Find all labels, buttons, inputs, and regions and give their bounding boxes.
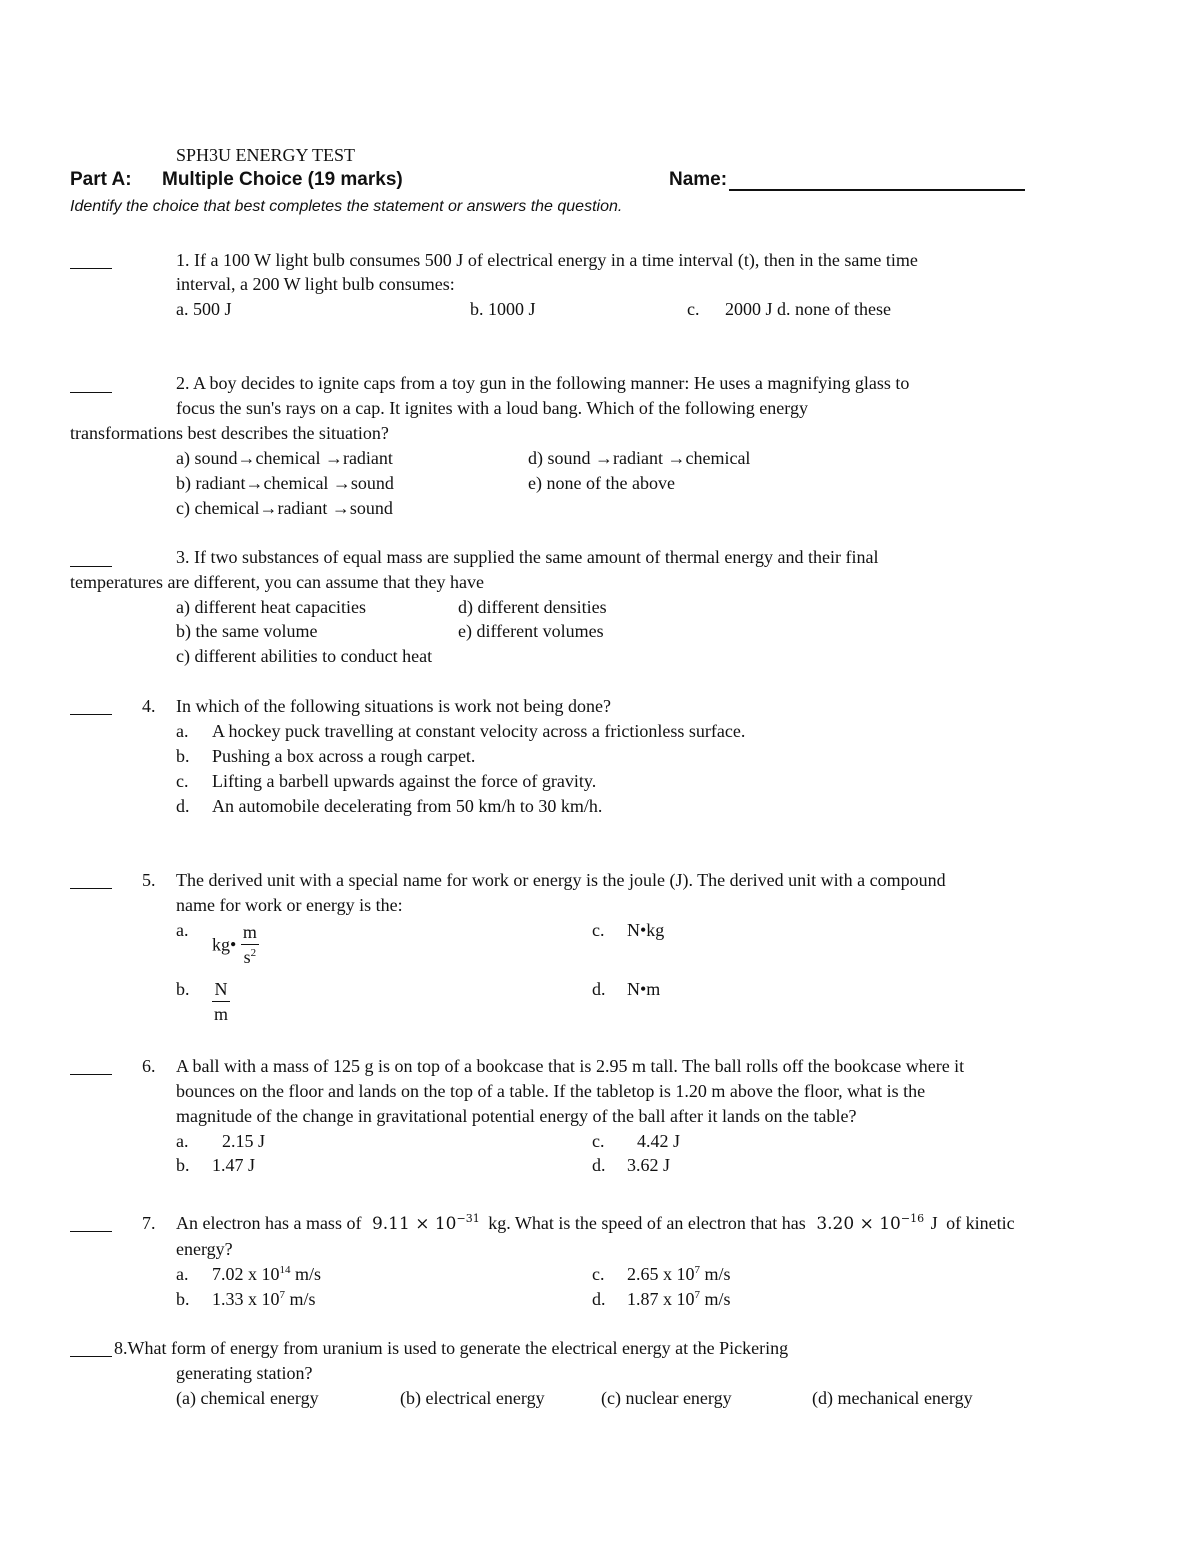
q7-a-unit: m/s xyxy=(295,1264,322,1284)
q5-number: 5. xyxy=(142,870,156,890)
q2-stem-line2: focus the sun's rays on a cap. It ignites with a loud bang. Which of the following energy xyxy=(176,398,808,418)
q5-option-c-letter: c. xyxy=(592,920,605,940)
q3-stem-line1: 3. If two substances of equal mass are supplied the same amount of thermal energy and their final xyxy=(176,547,879,567)
q7-a-base: 7.02 x 10 xyxy=(212,1264,280,1284)
q5-option-a-letter: a. xyxy=(176,920,189,940)
q6-option-c: 4.42 J xyxy=(637,1131,681,1151)
q5-a-exponent: 2 xyxy=(250,947,257,959)
q7-stem-line1 xyxy=(176,1211,1015,1236)
q4-stem: In which of the following situations is work not being done? xyxy=(176,696,611,716)
q2-option-c: c) chemical→radiant →sound xyxy=(176,498,393,518)
q7-answer-blank[interactable] xyxy=(70,1213,112,1237)
q5-a-numerator: m xyxy=(241,920,259,945)
q5-a-fraction xyxy=(241,920,259,969)
q7-b-base: 1.33 x 10 xyxy=(212,1289,280,1309)
q7-option-c xyxy=(627,1262,731,1286)
q6-option-a: 2.15 J xyxy=(222,1131,266,1151)
q7-mass-base: 9.11 × 10 xyxy=(371,1214,457,1234)
q2-answer-blank[interactable] xyxy=(70,374,112,398)
q4-option-text: Pushing a box across a rough carpet. xyxy=(212,746,476,766)
q5-option-d-letter: d. xyxy=(592,979,606,999)
q1-option-a: a. 500 J xyxy=(176,299,232,319)
q3-option-a: a) different heat capacities xyxy=(176,597,367,617)
q5-option-b-letter: b. xyxy=(176,979,190,999)
q2-option-d: d) sound →radiant →chemical xyxy=(528,448,751,468)
q6-option-d: 3.62 J xyxy=(627,1155,671,1175)
q2-option-e: e) none of the above xyxy=(528,473,675,493)
q7-a-exp: 14 xyxy=(279,1264,291,1276)
q3-option-b: b) the same volume xyxy=(176,621,318,641)
q7-b-exp: 7 xyxy=(279,1289,285,1301)
q3-option-e: e) different volumes xyxy=(458,621,604,641)
q7-c-unit: m/s xyxy=(704,1264,731,1284)
q7-option-a-letter: a. xyxy=(176,1264,189,1284)
q7-pre: An electron has a mass of xyxy=(176,1213,362,1233)
q6-option-a-letter: a. xyxy=(176,1131,189,1151)
q6-option-d-letter: d. xyxy=(592,1155,606,1175)
q7-d-exp: 7 xyxy=(694,1289,700,1301)
part-label: Part A: xyxy=(70,169,132,190)
q7-mass-unit: kg. xyxy=(488,1213,511,1233)
q6-stem-line3: magnitude of the change in gravitational potential energy of the ball after it lands on the table? xyxy=(176,1106,857,1126)
q3-option-d: d) different densities xyxy=(458,597,607,617)
q5-a-denominator: s xyxy=(243,947,251,967)
q2-stem-line3: transformations best describes the situation? xyxy=(70,423,389,443)
q5-option-c: N•kg xyxy=(627,920,665,940)
q4-option-text: An automobile decelerating from 50 km/h to 30 km/h. xyxy=(212,796,603,816)
q4-option-letter: b. xyxy=(176,746,190,766)
q6-option-b: 1.47 J xyxy=(212,1155,256,1175)
q7-energy-base: 3.20 × 10 xyxy=(816,1214,901,1234)
q6-stem-line2: bounces on the floor and lands on the top of a table. If the tabletop is 1.20 m above the floor, what is the xyxy=(176,1081,926,1101)
q5-option-d: N•m xyxy=(627,979,661,999)
q1-option-c-d: 2000 J d. none of these xyxy=(725,299,891,319)
name-blank-line[interactable] xyxy=(729,170,1025,191)
q5-b-numerator: N xyxy=(212,977,230,1002)
q4-number: 4. xyxy=(142,696,156,716)
instructions: Identify the choice that best completes the statement or answers the question. xyxy=(70,198,623,215)
q7-post: of kinetic xyxy=(946,1213,1015,1233)
q7-mid: What is the speed of an electron that has xyxy=(514,1213,806,1233)
q6-option-c-letter: c. xyxy=(592,1131,605,1151)
q1-answer-blank[interactable] xyxy=(70,250,112,274)
q5-stem-line2: name for work or energy is the: xyxy=(176,895,403,915)
q8-stem-line2: generating station? xyxy=(176,1363,313,1383)
q8-option-b: (b) electrical energy xyxy=(400,1388,545,1408)
test-title: SPH3U ENERGY TEST xyxy=(176,145,356,165)
q5-stem-line1: The derived unit with a special name for work or energy is the joule (J). The derived unit with a compound xyxy=(176,870,946,890)
q1-option-c-letter: c. xyxy=(687,299,700,319)
q3-stem-line2: temperatures are different, you can assume that they have xyxy=(70,572,484,592)
q5-a-kg: kg• xyxy=(212,934,237,955)
q2-option-a: a) sound→chemical →radiant xyxy=(176,448,393,468)
q7-option-b-letter: b. xyxy=(176,1289,190,1309)
q5-b-denominator: m xyxy=(214,1004,229,1024)
q7-option-d xyxy=(627,1287,731,1311)
q8-answer-blank[interactable] xyxy=(70,1338,112,1362)
q7-option-a xyxy=(212,1262,321,1286)
q5-answer-blank[interactable] xyxy=(70,870,112,894)
q2-stem-line1: 2. A boy decides to ignite caps from a toy gun in the following manner: He uses a magnifying glass to xyxy=(176,373,910,393)
q7-c-exp: 7 xyxy=(694,1264,700,1276)
q6-stem-line1: A ball with a mass of 125 g is on top of a bookcase that is 2.95 m tall. The ball rolls off the bookcase where it xyxy=(176,1056,965,1076)
q7-d-base: 1.87 x 10 xyxy=(627,1289,695,1309)
q5-option-a xyxy=(212,920,259,969)
q7-energy-exp: −16 xyxy=(900,1212,925,1225)
q8-stem-line1: 8.What form of energy from uranium is used to generate the electrical energy at the Pickering xyxy=(114,1338,789,1358)
q7-d-unit: m/s xyxy=(704,1289,731,1309)
q1-option-b: b. 1000 J xyxy=(470,299,536,319)
q6-answer-blank[interactable] xyxy=(70,1056,112,1080)
q7-c-base: 2.65 x 10 xyxy=(627,1264,695,1284)
q3-answer-blank[interactable] xyxy=(70,548,112,572)
q4-option-letter: a. xyxy=(176,721,189,741)
q7-b-unit: m/s xyxy=(289,1289,316,1309)
q7-energy xyxy=(816,1214,924,1234)
q8-option-d: (d) mechanical energy xyxy=(812,1388,973,1408)
q5-b-fraction xyxy=(212,977,230,1026)
q8-option-a: (a) chemical energy xyxy=(176,1388,319,1408)
q6-number: 6. xyxy=(142,1056,156,1076)
q8-option-c: (c) nuclear energy xyxy=(601,1388,732,1408)
q7-mass-exp: −31 xyxy=(456,1212,480,1225)
q5-option-b xyxy=(212,977,230,1026)
name-label: Name: xyxy=(669,169,728,190)
q7-option-c-letter: c. xyxy=(592,1264,605,1284)
q4-option-text: Lifting a barbell upwards against the force of gravity. xyxy=(212,771,597,791)
q7-stem-line2: energy? xyxy=(176,1239,233,1259)
q7-number: 7. xyxy=(142,1213,156,1233)
section-title: Multiple Choice (19 marks) xyxy=(162,169,403,190)
q7-option-d-letter: d. xyxy=(592,1289,606,1309)
q1-stem-line2: interval, a 200 W light bulb consumes: xyxy=(176,274,455,294)
q4-answer-blank[interactable] xyxy=(70,696,112,720)
name-field[interactable] xyxy=(669,169,1025,191)
q7-energy-unit: J xyxy=(930,1213,938,1233)
q2-option-b: b) radiant→chemical →sound xyxy=(176,473,394,493)
q7-option-b xyxy=(212,1287,316,1311)
q4-option-letter: d. xyxy=(176,796,190,816)
q4-option-text: A hockey puck travelling at constant velocity across a frictionless surface. xyxy=(212,721,746,741)
q7-mass xyxy=(372,1214,480,1234)
q1-stem-line1: 1. If a 100 W light bulb consumes 500 J of electrical energy in a time interval (t), then in the same time xyxy=(176,250,918,270)
q3-option-c: c) different abilities to conduct heat xyxy=(176,646,433,666)
q6-option-b-letter: b. xyxy=(176,1155,190,1175)
q4-option-letter: c. xyxy=(176,771,189,791)
